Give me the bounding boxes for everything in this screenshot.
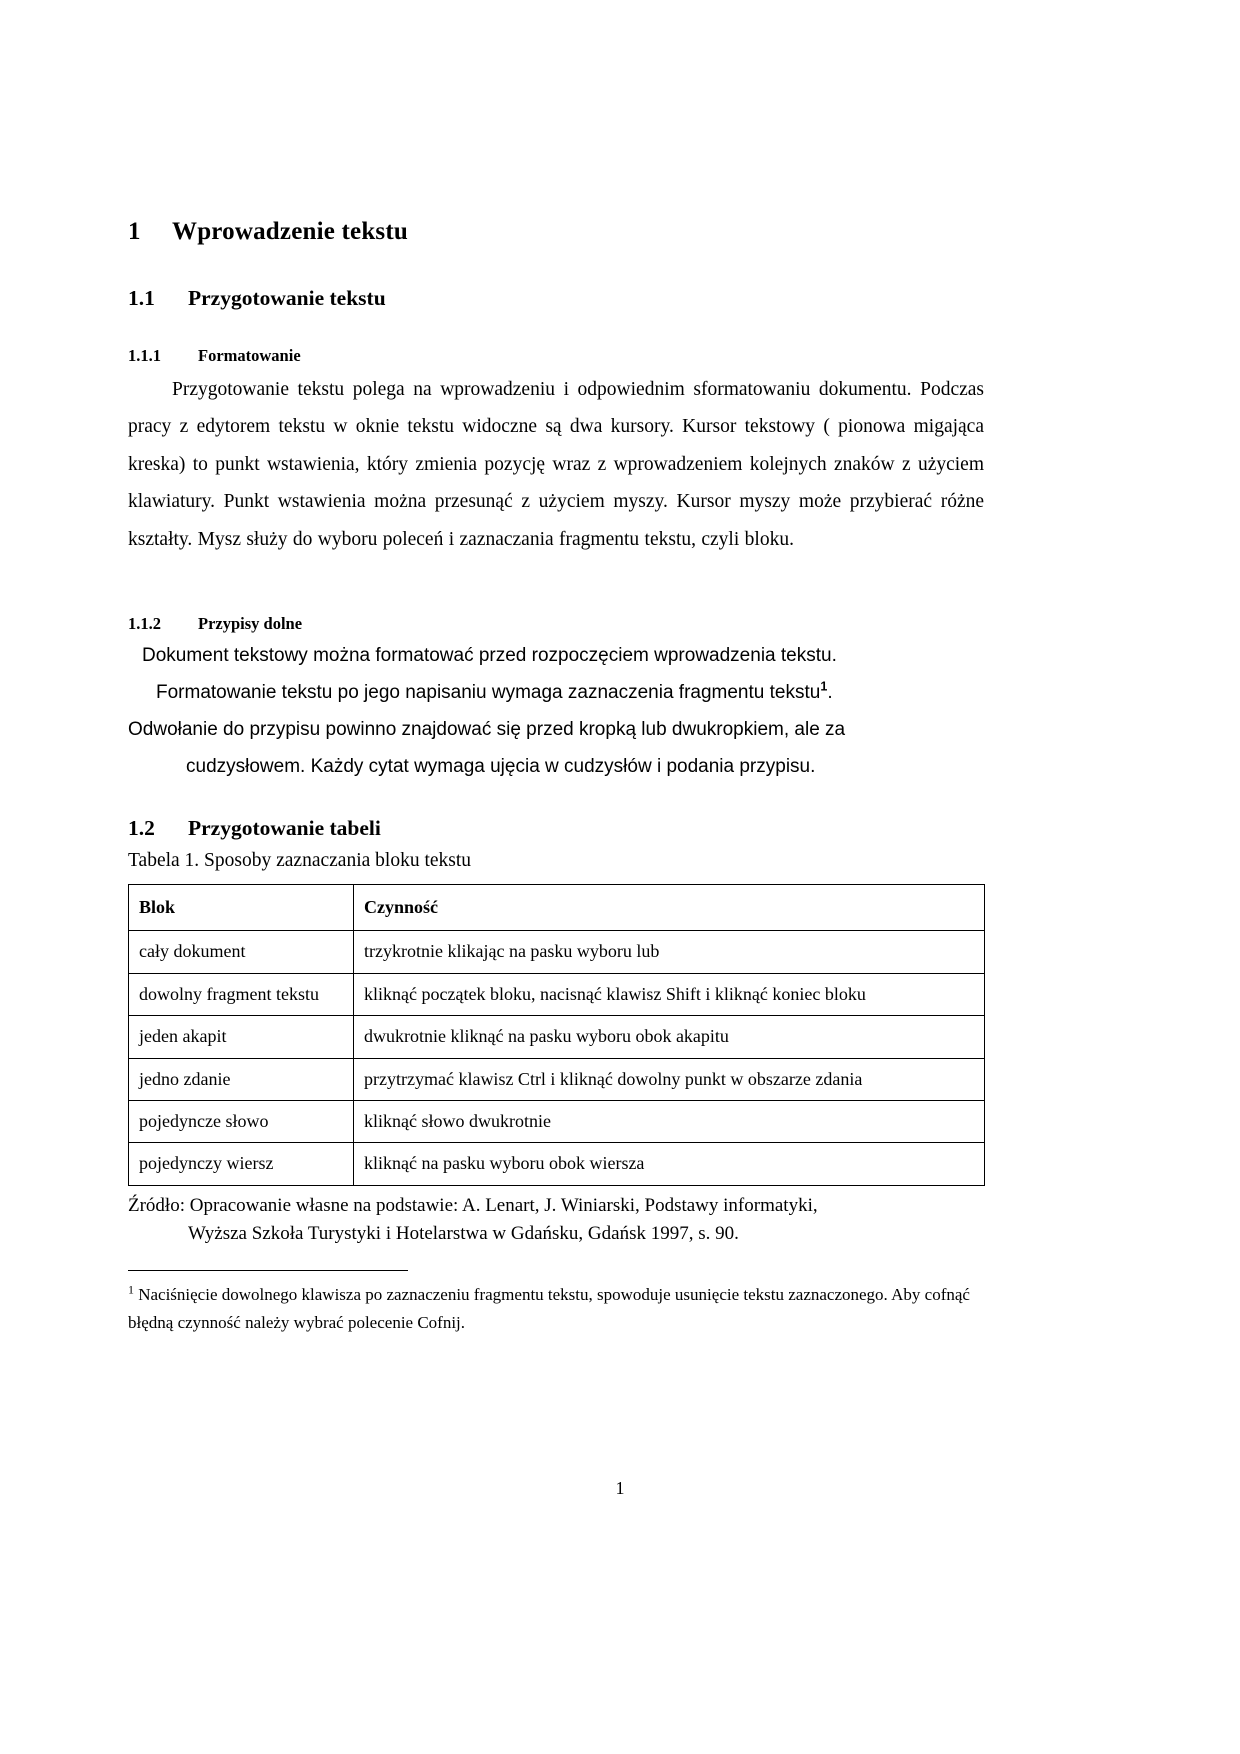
przypisy-line-4: cudzysłowem. Każdy cytat wymaga ujęcia w cudzysłów i podania przypisu. bbox=[186, 755, 816, 777]
table-source-note bbox=[128, 1192, 984, 1249]
table-cell-blok: cały dokument bbox=[129, 931, 354, 973]
paragraph-formatowanie: Przygotowanie tekstu polega na wprowadzeniu i odpowiednim sformatowaniu dokumentu. Podczas pracy z edytorem tekstu w oknie tekstu widoczne są dwa kursory. Kursor tekstowy ( pionowa migająca kreska) to punkt wstawienia, który zmienia pozycję wraz z wprowadzeniem kolejnych znaków z użyciem klawiatury. Punkt wstawienia można przesunąć z użyciem myszy. Kursor myszy może przybierać różne kształty. Mysz służy do wyboru poleceń i zaznaczania fragmentu tekstu, czyli bloku. bbox=[128, 378, 984, 550]
table-source-line-1: Źródło: Opracowanie własne na podstawie: A. Lenart, J. Winiarski, Podstawy informatyki, bbox=[128, 1194, 818, 1216]
przypisy-line-2 bbox=[128, 674, 984, 711]
heading-section-1-1-number: 1.1 bbox=[128, 286, 155, 311]
heading-section-1-2 bbox=[128, 815, 984, 842]
heading-section-1-number: 1 bbox=[128, 218, 141, 245]
table-cell-czynnosc: przytrzymać klawisz Ctrl i kliknąć dowolny punkt w obszarze zdania bbox=[354, 1058, 985, 1100]
table-cell-blok: pojedyncze słowo bbox=[129, 1100, 354, 1142]
heading-section-1-1-2 bbox=[128, 614, 984, 635]
footnote-area bbox=[128, 1270, 984, 1336]
table-row bbox=[129, 931, 985, 973]
heading-section-1-1-1 bbox=[128, 346, 984, 367]
footnote-number: 1 bbox=[128, 1282, 134, 1297]
footnote-reference-marker[interactable]: 1 bbox=[820, 679, 828, 694]
table-cell-blok: jeden akapit bbox=[129, 1016, 354, 1058]
heading-section-1-1-2-title: Przypisy dolne bbox=[198, 613, 303, 633]
table-cell-czynnosc: kliknąć początek bloku, nacisnąć klawisz Shift i kliknąć koniec bloku bbox=[354, 973, 985, 1015]
page-content bbox=[128, 216, 984, 1249]
heading-section-1-1-2-number: 1.1.2 bbox=[128, 613, 161, 633]
footnote-entry bbox=[128, 1281, 984, 1336]
table-source-line-2: Wyższa Szkoła Turystyki i Hotelarstwa w Gdańsku, Gdańsk 1997, s. 90. bbox=[188, 1223, 739, 1245]
footnote-body-text: Naciśnięcie dowolnego klawisza po zaznaczeniu fragmentu tekstu, spowoduje usunięcie tekstu zaznaczonego. Aby cofnąć błędną czynność należy wybrać polecenie Cofnij. bbox=[128, 1285, 970, 1332]
footnote-separator-rule bbox=[128, 1270, 408, 1271]
table-cell-blok: jedno zdanie bbox=[129, 1058, 354, 1100]
table-body bbox=[129, 931, 985, 1185]
table-row bbox=[129, 1058, 985, 1100]
table-cell-czynnosc: kliknąć na pasku wyboru obok wiersza bbox=[354, 1143, 985, 1185]
table-header-czynnosc: Czynność bbox=[354, 884, 985, 930]
heading-section-1-1-1-title: Formatowanie bbox=[198, 346, 301, 366]
heading-section-1 bbox=[128, 216, 984, 247]
table-cell-czynnosc: kliknąć słowo dwukrotnie bbox=[354, 1100, 985, 1142]
table-row bbox=[129, 1016, 985, 1058]
heading-section-1-title: Wprowadzenie tekstu bbox=[172, 218, 408, 245]
page-number: 1 bbox=[615, 1478, 625, 1498]
heading-section-1-2-title: Przygotowanie tabeli bbox=[188, 815, 381, 840]
przypisy-line-2-period: . bbox=[827, 681, 833, 703]
przypisy-line-1: Dokument tekstowy można formatować przed rozpoczęciem wprowadzenia tekstu. bbox=[142, 644, 837, 666]
table-row bbox=[129, 1100, 985, 1142]
przypisy-line-2-text: Formatowanie tekstu po jego napisaniu wymaga zaznaczenia fragmentu tekstu bbox=[156, 681, 821, 703]
table-sposoby-zaznaczania-bloku bbox=[128, 884, 985, 1186]
table-cell-blok: dowolny fragment tekstu bbox=[129, 973, 354, 1015]
heading-section-1-1-1-number: 1.1.1 bbox=[128, 346, 161, 366]
table-head bbox=[129, 884, 985, 930]
heading-section-1-1-title: Przygotowanie tekstu bbox=[188, 286, 386, 311]
table-row bbox=[129, 973, 985, 1015]
spacer bbox=[128, 558, 984, 614]
table-cell-czynnosc: trzykrotnie klikając na pasku wyboru lub bbox=[354, 931, 985, 973]
heading-section-1-1 bbox=[128, 285, 984, 312]
heading-section-1-2-number: 1.2 bbox=[128, 815, 155, 840]
paragraph-przypisy-dolne bbox=[128, 637, 984, 785]
table-header-blok: Blok bbox=[129, 884, 354, 930]
table-row bbox=[129, 1143, 985, 1185]
table-header-row bbox=[129, 884, 985, 930]
table-caption: Tabela 1. Sposoby zaznaczania bloku tekstu bbox=[128, 849, 472, 871]
table-cell-czynnosc: dwukrotnie kliknąć na pasku wyboru obok akapitu bbox=[354, 1016, 985, 1058]
table-cell-blok: pojedynczy wiersz bbox=[129, 1143, 354, 1185]
przypisy-line-3: Odwołanie do przypisu powinno znajdować się przed kropką lub dwukropkiem, ale za bbox=[128, 718, 846, 740]
